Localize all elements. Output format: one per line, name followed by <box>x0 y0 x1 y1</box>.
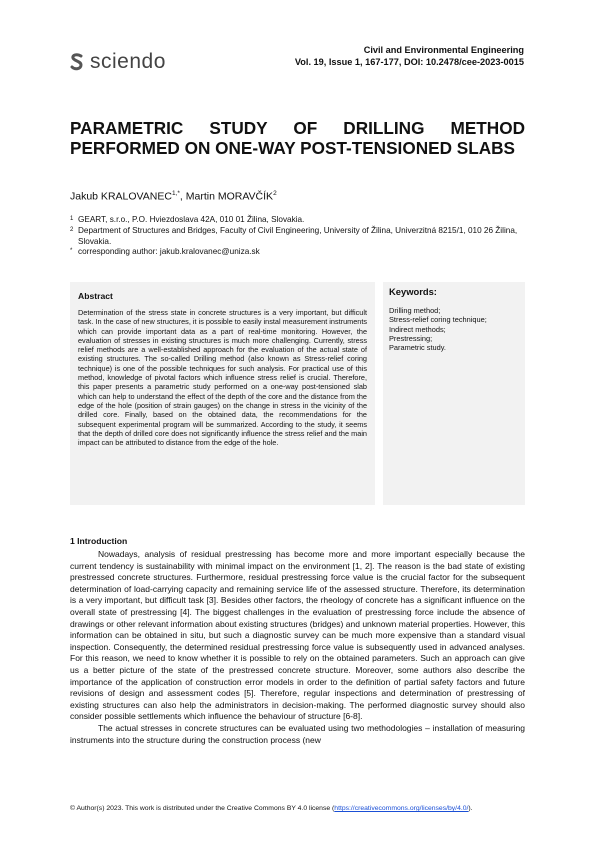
journal-info <box>295 44 524 68</box>
author-name: Jakub KRALOVANEC <box>70 190 172 203</box>
keyword-item: Indirect methods; <box>389 324 446 334</box>
affiliation-text: Department of Structures and Bridges, Faculty of Civil Engineering, University of Žilina, Univerzitná 8215/1, 010 26 Žilina, Slovakia. <box>78 225 518 246</box>
license-link[interactable]: https://creativecommons.org/licenses/by/4.0/ <box>334 805 469 812</box>
affiliation-item <box>70 247 525 258</box>
keyword-item: Parametric study. <box>389 343 446 353</box>
affiliations <box>70 215 525 258</box>
footer-text: © Author(s) 2023. This work is distributed under the Creative Commons BY 4.0 license ( <box>70 805 335 812</box>
abstract-text: Determination of the stress state in concrete structures is a very important, but difficult task. In the case of new structures, it is possible to easily instal measurement instruments which can provide important data as a part of real-time monitoring. However, the evaluation of stresses in existing structures is much more challenging. Currently, stress relief methods are a well-established approach for the evaluation of the actual state of existing structures. The so-called Drilling method (also known as Stress-relief coring technique) is one of the possible techniques for such analysis. For practical use of this method, knowledge of pivotal factors which influence stress relief is crucial. Therefore, this paper presents a parametric study performed on a one-way post-tensioned slab which can help to understand the effect of the depth of the core and the distance from the edge of the hole (position of strain gauges) on the change in stress in the vicinity of the drilled core. Finally, based on the obtained data, the recommendations for the subsequent experimental program will be summarized. According to the study, it seems that the depth of drilled core does not significantly influence the stress relief and the main impact can be attributed to distance from the edge of the hole. <box>78 308 367 448</box>
keyword-item: Prestressing; <box>389 333 433 343</box>
section-heading: 1 Introduction <box>70 536 128 546</box>
affiliation-text: GEART, s.r.o., P.O. Hviezdoslava 42A, 010 01 Žilina, Slovakia. <box>78 215 305 224</box>
keywords-box <box>383 282 525 505</box>
publisher-logo <box>70 50 166 74</box>
author-mark: 2 <box>273 190 277 197</box>
author-name: Martin MORAVČÍK <box>185 190 274 203</box>
journal-name: Civil and Environmental Engineering <box>363 45 524 55</box>
logo-text: sciendo <box>90 50 166 73</box>
abstract-heading: Abstract <box>78 291 113 301</box>
affiliation-item <box>70 226 525 248</box>
abstract-box <box>70 282 375 505</box>
keyword-item: Drilling method; <box>389 306 441 315</box>
affiliation-item <box>70 215 525 226</box>
author-list <box>70 190 277 203</box>
affiliation-mark: 2 <box>70 226 74 233</box>
paragraph: Nowadays, analysis of residual prestressing has become more and more important especially because the current tendency is sustainability with minimal impact on the environment [1, 2]. The reason is the bad state of existing prestressed concrete structures. Furthermore, residual prestressing force value is the crucial factor for the subsequent determination of load-carrying capacity and remaining service life of the assessed structure. Therefore, its determination is a very important, but difficult task [3]. Besides other factors, the rheology of concrete has a significant influence on the overall state of prestressing [4]. The biggest challenges in the evaluation of prestressing force include the absence of drawings or other relevant information about existing structures (bridges) and unknown material properties. However, this information can be obtained in situ, but such a diagnostic survey can be much more expensive than a standard visual inspection. Consequently, the determined residual prestressing force value is subsequently used in advanced analyses. For this reason, we need to know whether it is possible to rely on the obtained parameters. Such an approach can give us a better picture of the state of the prestressed concrete structure. Moreover, some authors also describe the importance of the application of construction error models in order to the definition of partial safety factors and future revisions of design and assessment codes [5]. Therefore, regular inspections and determination of prestressing of existing structures can also help the administrators in decision-making. The performed diagnostic survey should also consider possible settlements which influence the behaviour of structure [6-8]. <box>70 549 525 722</box>
keyword-item: Stress-relief coring technique; <box>389 315 487 325</box>
introduction-body <box>70 549 525 746</box>
affiliation-mark: 1 <box>70 216 74 222</box>
keywords-heading: Keywords: <box>389 286 437 297</box>
paragraph: The actual stresses in concrete structures can be evaluated using two methodologies – installation of measuring instruments into the structure during the construction process (new <box>70 722 525 745</box>
author-separator: , <box>179 190 186 203</box>
article-title: PARAMETRIC STUDY OF DRILLING METHOD PERFORMED ON ONE-WAY POST-TENSIONED SLABS <box>70 118 525 158</box>
license-footer <box>70 805 473 812</box>
affiliation-mark: * <box>70 248 73 255</box>
affiliation-text: corresponding author: jakub.kralovanec@uniza.sk <box>78 247 260 257</box>
author-mark: 1,* <box>171 190 180 197</box>
journal-volume: Vol. 19, Issue 1, 167-177, DOI: 10.2478/cee-2023-0015 <box>294 57 524 67</box>
footer-text-end: ). <box>468 805 473 812</box>
sciendo-s-icon <box>70 53 84 71</box>
